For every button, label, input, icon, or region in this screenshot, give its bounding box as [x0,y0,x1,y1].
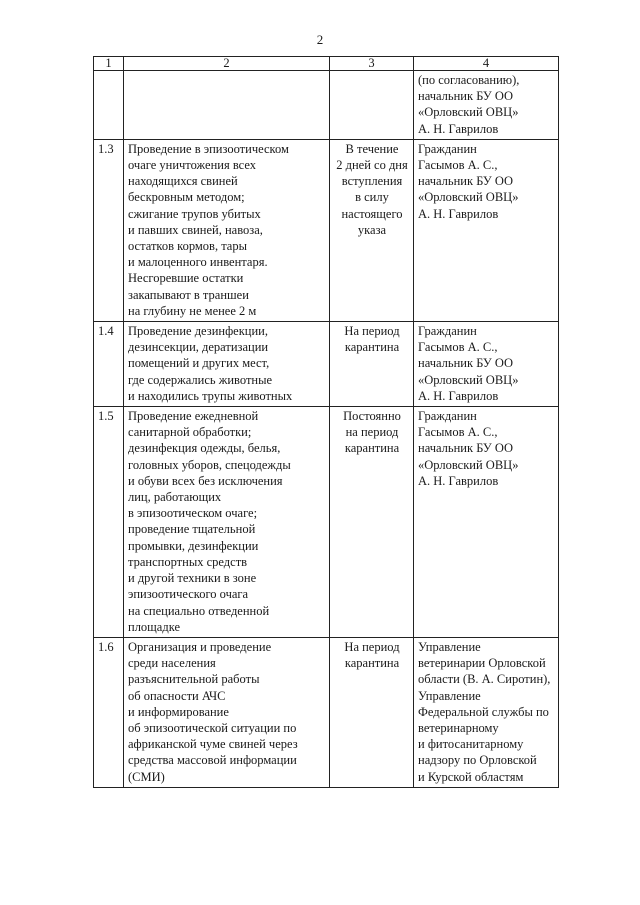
responsible-cell-line: (по согласованию), [418,73,520,87]
action-cell-line: Организация и проведение [128,639,272,654]
action-cell-line: Проведение дезинфекции, [128,324,268,339]
responsible-cell-line: Гасымов А. С., [418,158,498,173]
responsible-cell-line: Гасымов А. С., [418,425,498,440]
term-cell [330,637,414,787]
action-cell-line: и малоценного инвентаря. [128,255,268,270]
term-cell-line: указа [357,222,387,237]
action-cell-line: об эпизоотической ситуации по [128,720,297,735]
responsible-cell-line: А. Н. Гаврилов [418,206,499,221]
action-cell-line: головных уборов, спецодежды [128,457,291,472]
action-cell-line: и другой техники в зоне [128,571,257,586]
action-cell-line: проведение тщательной [128,522,256,537]
responsible-cell-line: Гражданин [418,141,477,156]
term-cell-line: На период [344,324,400,339]
row-number: 1.5 [94,407,124,638]
action-cell-line: закапывают в траншеи [128,287,249,302]
term-cell-line: карантина [344,656,400,671]
responsible-cell-line: Гражданин [418,324,477,339]
action-cell-line: об опасности АЧС [128,688,226,703]
responsible-cell-line: А. Н. Гаврилов [418,388,499,403]
responsible-cell-line: «Орловский ОВЦ» [418,105,519,120]
action-cell-line: на специально отведенной [128,603,270,618]
action-cell-line: и находились трупы животных [128,388,293,403]
term-cell-line: карантина [344,441,400,456]
action-cell-line: площадке [128,619,181,634]
action-cell-line: африканской чуме свиней через [128,737,298,752]
column-header-4: 4 [414,57,559,71]
row-number: 1.6 [94,637,124,787]
responsible-cell [414,407,559,638]
action-cell-line: помещений и других мест, [128,356,270,371]
action-cell-line: Несгоревшие остатки [128,271,244,286]
action-cell-line: сжигание трупов убитых [128,206,261,221]
responsible-cell-line: «Орловский ОВЦ» [418,457,519,472]
term-cell-line: На период [344,639,400,654]
responsible-cell-line: ветеринарии Орловской [418,656,546,671]
term-cell [330,71,414,140]
row-number: 1.4 [94,322,124,407]
responsible-cell-line: Гасымов А. С., [418,340,498,355]
action-cell-line: в эпизоотическом очаге; [128,506,258,521]
responsible-cell-line: «Орловский ОВЦ» [418,190,519,205]
action-cell-line: санитарной обработки; [128,425,252,440]
responsible-cell-line: А. Н. Гаврилов [418,473,499,488]
responsible-cell [414,139,559,321]
action-cell-line: дезинфекция одежды, белья, [128,441,281,456]
term-cell-line: в силу [355,190,389,205]
responsible-cell-line: и Курской областям [418,769,524,784]
action-cell-line: и информирование [128,704,229,719]
row-number: 1.3 [94,139,124,321]
term-cell [330,322,414,407]
responsible-cell-line: Федеральной службы по [418,704,549,719]
term-cell-line: 2 дней со дня [336,158,408,173]
action-cell-line: эпизоотического очага [128,587,249,602]
action-cell-line: среди населения [128,656,216,671]
responsible-cell-line: и фитосанитарному [418,737,524,752]
action-cell-line: и обуви всех без исключения [128,473,283,488]
action-cell-line: лиц, работающих [128,490,222,505]
responsible-cell [414,71,559,140]
action-cell-line: транспортных средств [128,554,248,569]
table-row [94,407,559,638]
action-cell-line: (СМИ) [128,769,165,784]
responsible-cell-line: начальник БУ ОО [418,174,513,189]
responsible-cell [414,637,559,787]
responsible-cell-line: Управление [418,688,481,703]
term-cell-line: на период [345,425,399,440]
responsible-cell-line: А. Н. Гаврилов [418,121,499,136]
term-cell-line: настоящего [341,206,403,221]
responsible-cell-line: Гражданин [418,409,477,424]
action-cell-line: промывки, дезинфекции [128,538,259,553]
action-cell-line: разъяснительной работы [128,672,260,687]
action-cell-line: бескровным методом; [128,190,245,205]
term-cell-line: В течение [345,141,399,156]
action-cell-line: Проведение ежедневной [128,409,259,424]
responsible-cell-line: начальник БУ ОО [418,441,513,456]
term-cell-line: Постоянно [343,409,401,424]
column-header-1: 1 [94,57,124,71]
action-cell-line: очаге уничтожения всех [128,158,256,173]
term-cell-line: карантина [344,340,400,355]
action-cell [124,139,330,321]
responsible-cell-line: области (В. А. Сиротин), [418,672,551,687]
action-cell [124,637,330,787]
responsible-cell-line: начальник БУ ОО [418,356,513,371]
action-cell-line: дезинсекции, дератизации [128,340,269,355]
term-cell [330,139,414,321]
responsible-cell-line: начальник БУ ОО [418,89,513,104]
header-row [94,57,559,71]
responsible-cell-line: ветеринарному [418,720,499,735]
action-cell-line: где содержались животные [128,372,273,387]
action-cell [124,71,330,140]
table-row [94,139,559,321]
table-row [94,322,559,407]
action-cell [124,322,330,407]
action-cell-line: остатков кормов, тары [128,239,248,254]
table-row [94,71,559,140]
term-cell-line: вступления [341,174,403,189]
action-cell-line: Проведение в эпизоотическом [128,141,289,156]
responsible-cell [414,322,559,407]
column-header-3: 3 [330,57,414,71]
responsible-cell-line: Управление [418,639,481,654]
table-row [94,637,559,787]
responsible-cell-line: «Орловский ОВЦ» [418,372,519,387]
term-cell [330,407,414,638]
action-cell [124,407,330,638]
column-header-2: 2 [124,57,330,71]
row-number [94,71,124,140]
action-cell-line: на глубину не менее 2 м [128,303,257,318]
action-cell-line: и павших свиней, навоза, [128,222,263,237]
action-cell-line: находящихся свиней [128,174,238,189]
responsible-cell-line: надзору по Орловской [418,753,537,768]
action-cell-line: средства массовой информации [128,753,297,768]
page-number: 2 [316,32,324,47]
plan-table [93,56,559,788]
